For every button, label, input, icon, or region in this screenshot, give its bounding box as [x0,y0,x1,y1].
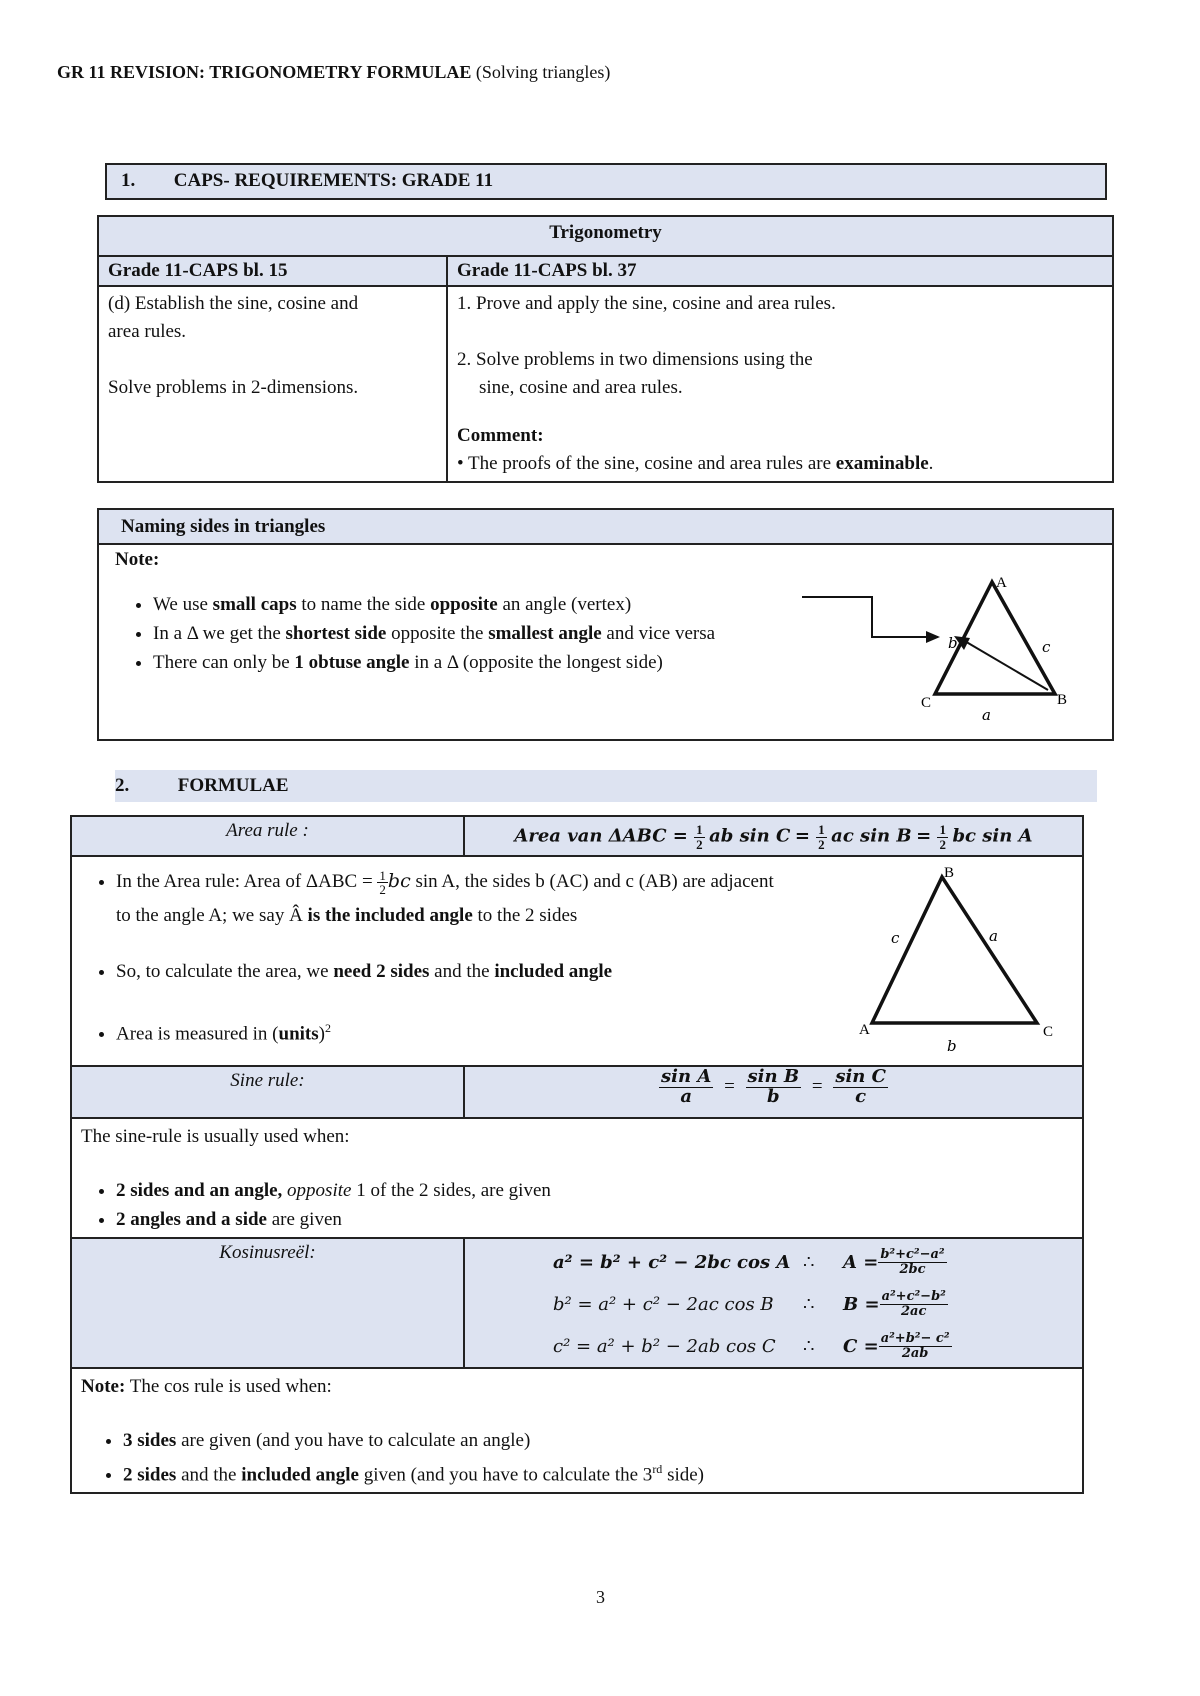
section2-number: 2. [115,775,130,796]
caps-col1-cell [98,286,447,482]
area-side-b: b [947,1037,957,1055]
caps-comment-bold: examinable [835,453,929,474]
caps-comment-label: Comment: [457,425,544,446]
cos-rule-formulas [464,1238,1083,1368]
vertex-A-label: A [996,575,1007,591]
caps-col1-line2: area rules. [108,321,187,342]
sine-eq-1: = [724,1075,735,1097]
sine-bullet-1: • 2 sides and an angle, opposite 1 of the 2 sides, are given [116,1176,1073,1205]
cos-bullet-1: • 3 sides are given (and you have to calculate an angle) [123,1426,1073,1455]
caps-col1-header: Grade 11-CAPS bl. 15 [98,256,447,286]
vertex-C-label: C [921,695,932,711]
section1-heading [105,163,1107,200]
caps-comment [457,450,1103,478]
caps-col2-item2a: 2. Solve problems in two dimensions using the [457,349,813,370]
section2-heading [115,770,1097,802]
area-bullet-1: • In the Area rule: Area of ΔABC = $\frac{1}{2}$ bc sin A, the sides b (AC) and c (AB) are adjacent to the angle A; we say Â is the included angle to the 2 sides [116,864,1073,933]
sine-rule-bullets [81,1176,1073,1234]
naming-sides-title: Naming sides in triangles [99,510,1112,545]
area-eq-1: = [794,825,817,847]
vertex-B-label: B [1057,692,1068,708]
pointer-arrow-line [802,597,938,637]
area-vertex-A: A [859,1022,870,1038]
area-side-a: a [989,927,998,945]
naming-note: Note: [115,549,160,570]
sine-frac-a: $\frac{\text{sin A}}{a}$ [661,1066,712,1107]
area-frac-3: $\frac{1}{2}$ [939,822,946,852]
sine-rule-intro: The sine-rule is usually used when: [81,1126,350,1147]
sine-eq-2: = [811,1075,823,1097]
area-bullet-3: • Area is measured in (units)$^2$ [116,1011,1073,1051]
sine-rule-formula [464,1066,1083,1118]
sine-rule-label: Sine rule: [71,1066,464,1118]
page-header [57,62,610,83]
sine-frac-b: $\frac{\text{sin B}}{b}$ [747,1066,800,1107]
area-rule-body [71,856,1083,1066]
naming-bullet-1: • We use small caps to name the side opposite an angle (vertex) [153,590,1112,619]
sine-frac-c: $\frac{\text{sin C}}{c}$ [835,1066,886,1107]
area-frac-1: $\frac{1}{2}$ [696,822,703,852]
caps-comment-text: • The proofs of the sine, cosine and area rules are [457,453,836,474]
area-triangle [872,877,1037,1023]
area-vertex-C: C [1043,1024,1054,1040]
section1-number: 1. [121,170,136,191]
area-eq-2: = [916,825,938,847]
side-b-label: b [948,634,958,652]
area-rule-label: Area rule : [71,816,464,856]
section2-title: FORMULAE [177,775,289,796]
cos-line-2: b² = a² + c² − 2ac cos B ∴ B = $\frac{\text{a²+c²−b²}}{2ac}$ [553,1288,946,1319]
cos-rule-body [71,1368,1083,1493]
area-vertex-B: B [944,865,955,881]
area-formula-lhs: Area van ΔABC = [514,825,695,847]
cos-rule-bullets [81,1426,1073,1489]
caps-comment-end: . [928,453,934,474]
area-rule-formula [464,816,1083,856]
sine-bullet-2: • 2 angles and a side are given [116,1205,1073,1234]
naming-bullet-3: • There can only be 1 obtuse angle in a Δ (opposite the longest side) [153,648,1112,677]
caps-col1-line3: Solve problems in 2-dimensions. [108,377,359,398]
area-bullet-2: • So, to calculate the area, we need 2 sides and the included angle [116,955,1073,989]
header-subtitle: (Solving triangles) [475,62,611,82]
cos-bullet-2: • 2 sides and the included angle given (and you have to calculate the 3rd side) [123,1455,1073,1489]
area-triangle-diagram [857,861,1087,1061]
page-number: 3 [596,1587,605,1607]
side-a-label: a [982,706,991,724]
area-frac-2: $\frac{1}{2}$ [818,822,825,852]
formulae-table [70,815,1084,1494]
naming-triangle-diagram [790,570,1090,730]
header-title: GR 11 REVISION: TRIGONOMETRY FORMULAE [57,62,472,82]
caps-col2-item2b: sine, cosine and area rules. [479,377,683,398]
caps-col2-item1: 1. Prove and apply the sine, cosine and area rules. [457,293,836,314]
cos-note: Note: The cos rule is used when: [81,1376,332,1397]
naming-bullet-2: • In a Δ we get the shortest side opposite the smallest angle and vice versa [153,619,1112,648]
caps-col2-cell [447,286,1113,482]
caps-table-title: Trigonometry [98,216,1113,256]
cos-rule-label: Kosinusreël: [71,1238,464,1368]
caps-col1-line1: (d) Establish the sine, cosine and [108,293,359,314]
cos-line-1: a² = b² + c² − 2bc cos A ∴ A = $\frac{\text{b²+c²−a²}}{2bc}$ [553,1246,945,1277]
area-term-3: bc sin A [952,825,1033,847]
caps-col2-header: Grade 11-CAPS bl. 37 [447,256,1113,286]
area-side-c: c [891,929,900,947]
area-term-2: ac sin B [831,825,912,847]
area-term-1: ab sin C [709,825,791,847]
sine-rule-body [71,1118,1083,1238]
pointer-arrowhead [926,631,940,643]
inner-arrow-line [963,640,1048,690]
section1-title: CAPS- REQUIREMENTS: GRADE 11 [173,170,494,191]
caps-table [97,215,1114,483]
side-c-label: c [1042,638,1051,656]
cos-line-3: c² = a² + b² − 2ab cos C ∴ C = $\frac{\text{a²+b²− c²}}{2ab}$ [553,1330,950,1361]
